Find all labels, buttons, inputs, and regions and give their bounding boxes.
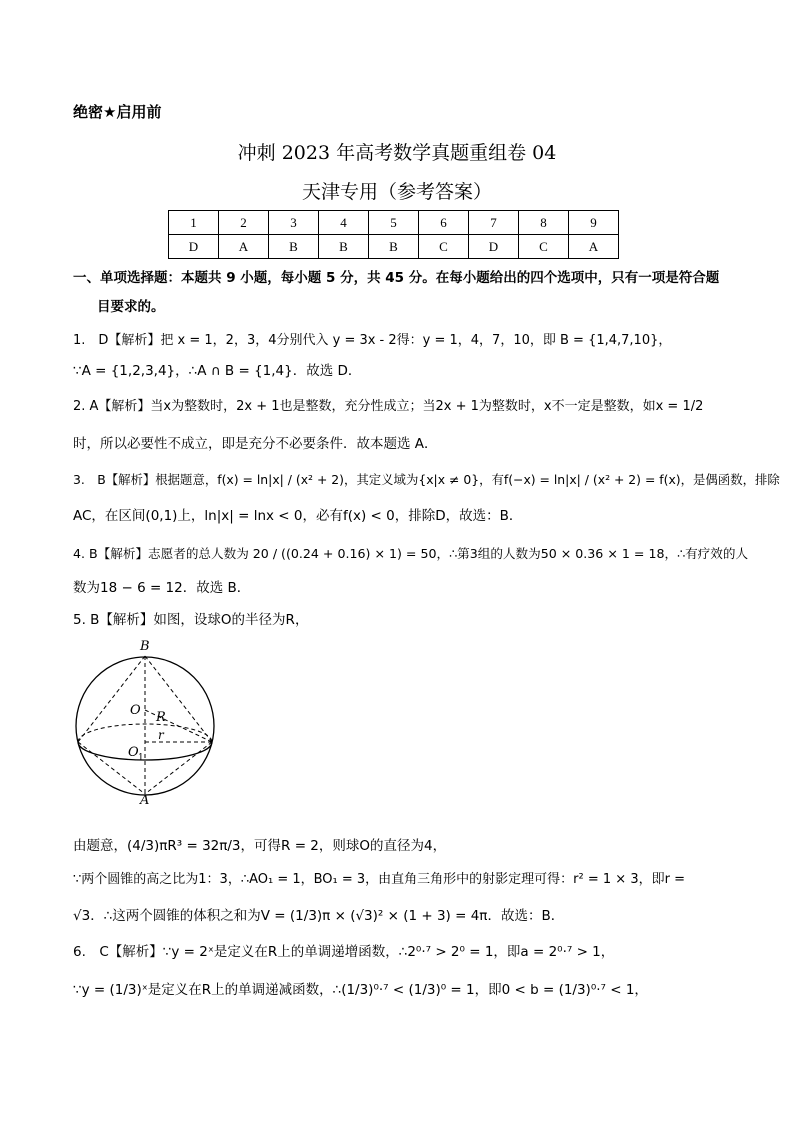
q6-line2: ∵y = (1/3)ˣ是定义在R上的单调递减函数，∴(1/3)⁰·⁷ < (1/3)⁰ = 1，即0 < b = (1/3)⁰·⁷ < 1， (73, 982, 648, 998)
table-cell: A (219, 235, 269, 259)
table-cell: D (469, 235, 519, 259)
q6-line1: 6. C【解析】∵y = 2ˣ是定义在R上的单调递增函数，∴2⁰·⁷ > 2⁰ = 1，即a = 2⁰·⁷ > 1， (73, 944, 615, 960)
q4-line1: 4. B【解析】志愿者的总人数为 20 / ((0.24 + 0.16) × 1) = 50，∴第3组的人数为50 × 0.36 × 1 = 18，∴有疗效的人 (73, 546, 749, 561)
table-cell: C (519, 235, 569, 259)
table-cell: 9 (569, 211, 619, 235)
table-cell: B (319, 235, 369, 259)
table-cell: A (569, 235, 619, 259)
figure-label-R: R (156, 710, 166, 725)
q5-line4: √3．∴这两个圆锥的体积之和为V = (1/3)π × (√3)² × (1 + 3) = 4π．故选：B． (73, 908, 565, 924)
page-subtitle: 天津专用（参考答案） (301, 181, 492, 203)
figure-label-O: O (130, 703, 141, 718)
figure-label-O1-subscript: 1 (138, 753, 144, 763)
q1-line2: ∵A = {1,2,3,4}，∴A ∩ B = {1,4}．故选 D． (73, 363, 362, 379)
figure-label-r: r (158, 728, 164, 742)
q1-line1: 1. D【解析】把 x = 1，2，3，4分别代入 y = 3x - 2得：y = 1，4，7，10，即 B = {1,4,7,10}， (73, 333, 672, 348)
table-cell: 4 (319, 211, 369, 235)
table-cell: 8 (519, 211, 569, 235)
section-heading-line2: 目要求的。 (97, 299, 165, 315)
table-cell: 7 (469, 211, 519, 235)
table-cell: 5 (369, 211, 419, 235)
figure-label-O1: O (128, 745, 139, 760)
table-cell: B (269, 235, 319, 259)
section-heading-line1: 一、单项选择题：本题共 9 小题，每小题 5 分，共 45 分。在每小题给出的四个选项中，只有一项是符合题 (73, 270, 720, 286)
q5-line2: 由题意，(4/3)πR³ = 32π/3，可得R = 2，则球O的直径为4， (73, 838, 447, 854)
q2-line2: 时，所以必要性不成立，即是充分不必要条件．故本题选 A． (73, 436, 438, 452)
q5-line1: 5. B【解析】如图，设球O的半径为R， (73, 612, 309, 628)
table-cell: D (169, 235, 219, 259)
table-cell: 2 (219, 211, 269, 235)
figure-label-B: B (140, 639, 150, 654)
q3-line1: 3. B【解析】根据题意，f(x) = ln|x| / (x² + 2)，其定义域为{x|x ≠ 0}，有f(−x) = ln|x| / (x² + 2) = f(x)，是偶函数，排除 (73, 472, 780, 487)
q3-line2: AC，在区间(0,1)上，ln|x| = lnx < 0，必有f(x) < 0，排除D，故选：B． (73, 508, 523, 524)
q5-line3: ∵两个圆锥的高之比为1：3，∴AO₁ = 1，BO₁ = 3，由直角三角形中的射影定理可得：r² = 1 × 3，即r = (73, 872, 685, 887)
answer-table-numbers-row (169, 211, 619, 235)
q4-line2: 数为18 − 6 = 12．故选 B． (73, 580, 251, 596)
table-cell: 1 (169, 211, 219, 235)
sphere-cone-figure (72, 638, 222, 808)
table-cell: 6 (419, 211, 469, 235)
answer-table-answers-row (169, 235, 619, 259)
answer-table (168, 210, 619, 259)
page-title: 冲刺 2023 年高考数学真题重组卷 04 (237, 142, 557, 164)
q2-line1: 2. A【解析】当x为整数时，2x + 1也是整数，充分性成立；当2x + 1为整数时，x不一定是整数，如x = 1/2 (73, 399, 704, 414)
table-cell: 3 (269, 211, 319, 235)
secret-label: 绝密★启用前 (73, 103, 162, 121)
table-cell: C (419, 235, 469, 259)
figure-label-A: A (140, 793, 150, 808)
table-cell: B (369, 235, 419, 259)
